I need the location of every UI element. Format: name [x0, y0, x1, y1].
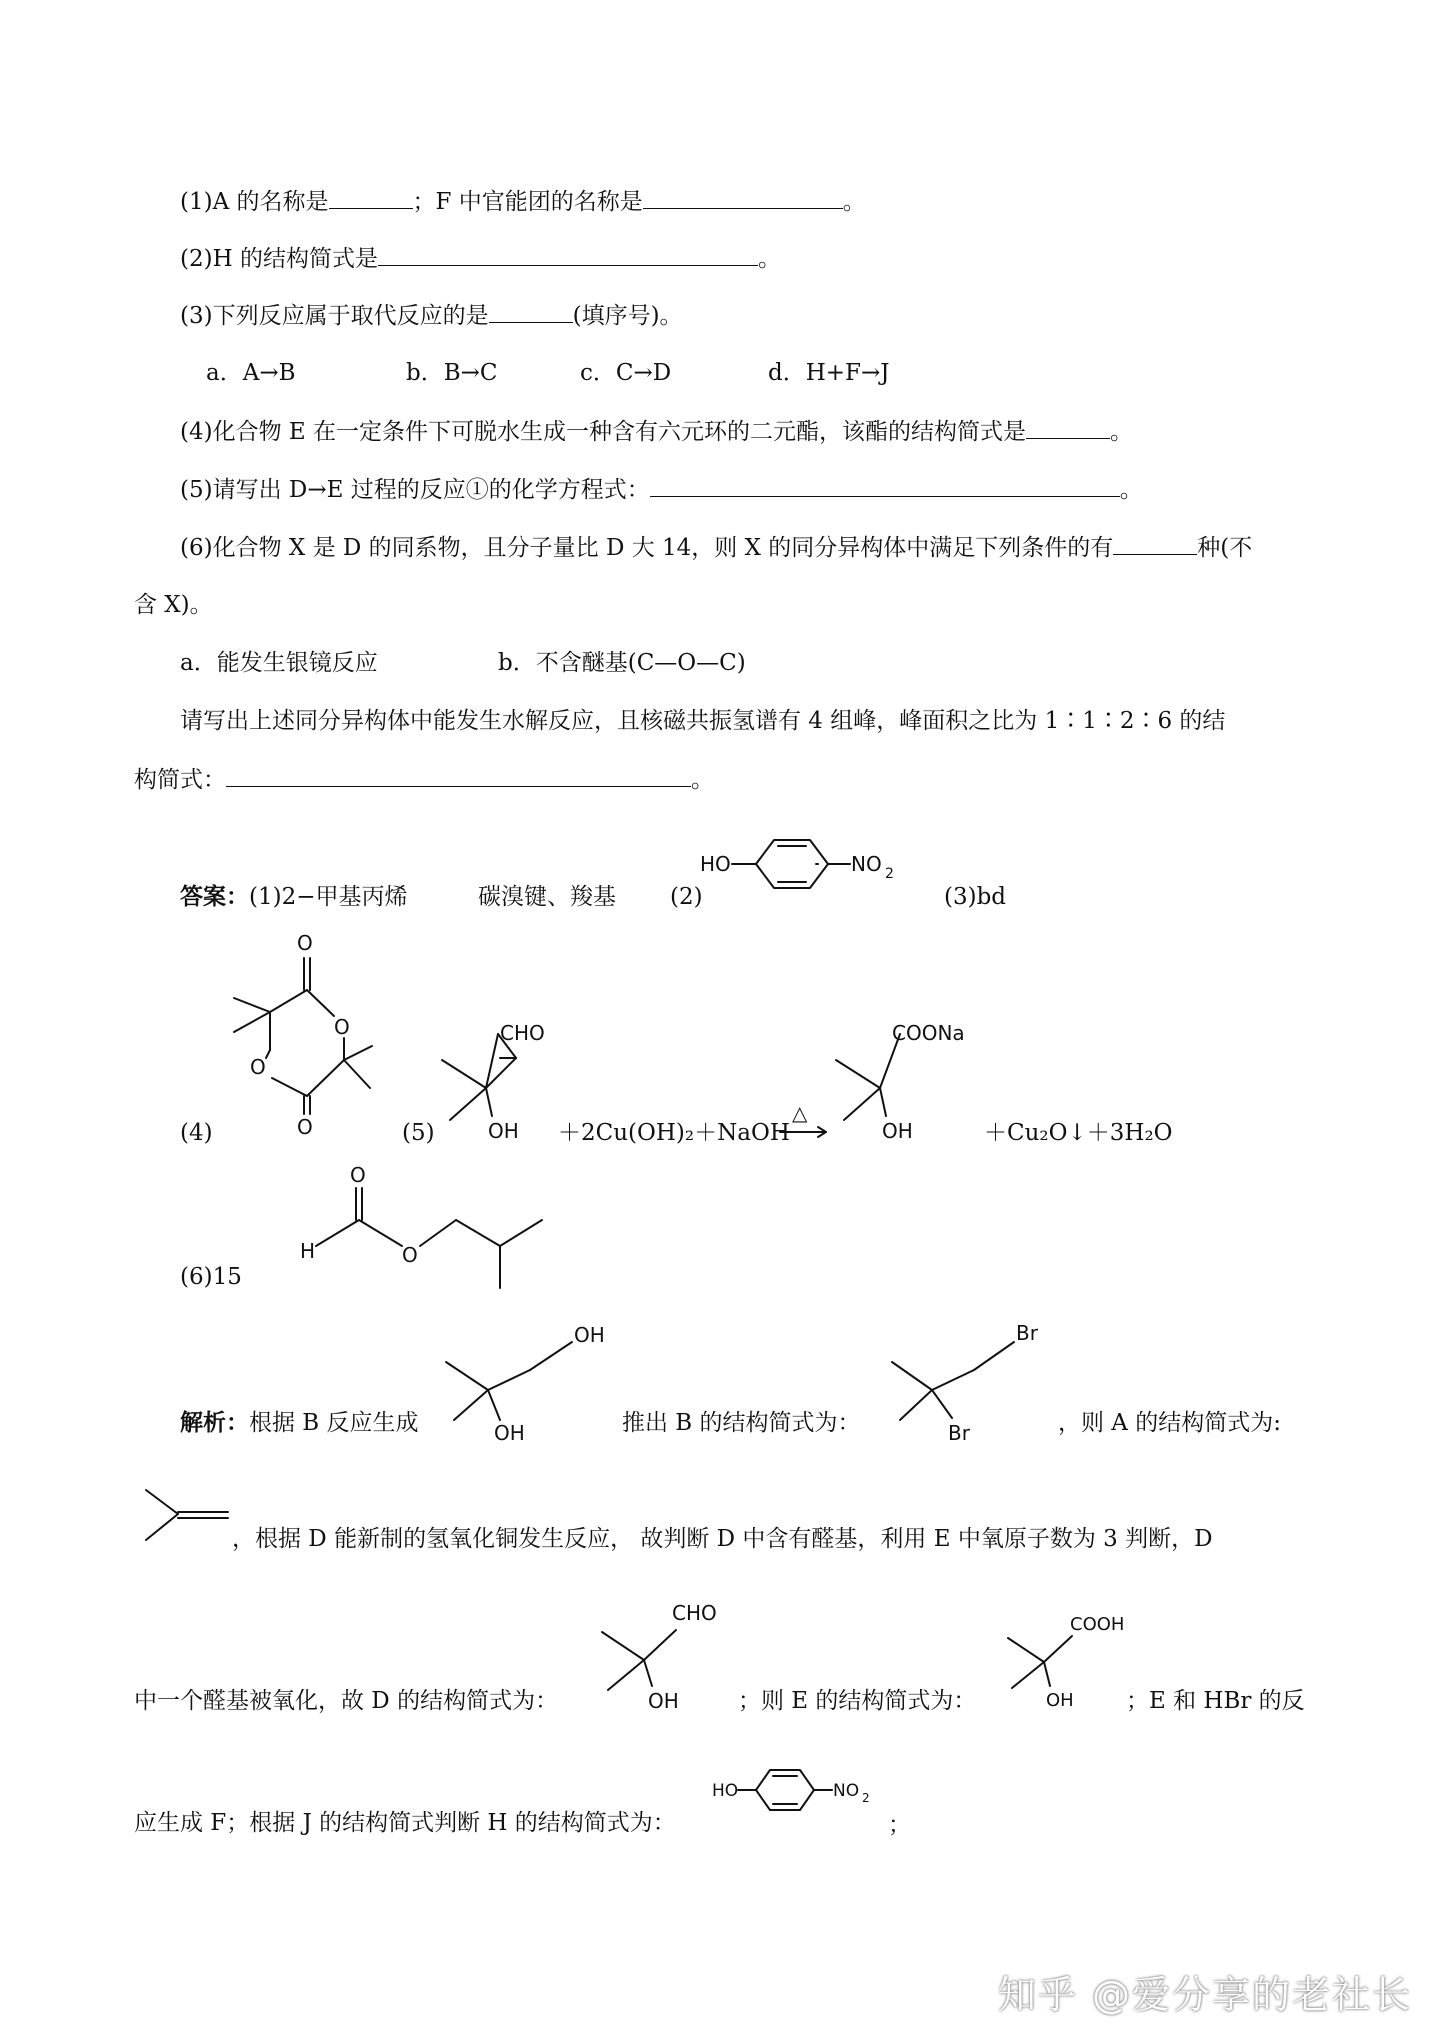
- analysis-s3: ，则 A 的结构简式为:: [1058, 1410, 1281, 1436]
- q1-end: 。: [842, 189, 866, 215]
- answer-3: (3)bd: [944, 884, 1007, 910]
- answer-line-1: [180, 882, 407, 912]
- question-6: [180, 532, 1252, 563]
- diol-structure: [440, 1310, 610, 1445]
- label-o: O: [297, 1115, 313, 1139]
- analysis-s7: ；E 和 HBr 的反: [1126, 1688, 1305, 1714]
- answer-6: (6)15: [180, 1264, 242, 1290]
- isobutylene-structure: [140, 1482, 240, 1552]
- answer-1b: 碳溴键、羧基: [478, 884, 616, 910]
- analysis-s8: 应生成 F；根据 J 的结构简式判断 H 的结构简式为：: [134, 1810, 676, 1836]
- answer-5-reactant: [436, 1012, 576, 1142]
- label-cho: CHO: [500, 1021, 545, 1045]
- label-oh: OH: [494, 1421, 525, 1445]
- watermark: 知乎 @爱分享的老社长: [997, 1973, 1412, 2017]
- label-o: O: [334, 1015, 350, 1039]
- blank: [329, 186, 413, 209]
- question-5: [180, 474, 1143, 505]
- analysis-s1: 根据 B 反应生成: [249, 1410, 419, 1436]
- answer-4-structure: [222, 928, 382, 1138]
- answer-1: (1)2−甲基丙烯: [249, 884, 408, 910]
- answer-4: (4): [180, 1120, 213, 1146]
- q6-text-d: 请写出上述同分异构体中能发生水解反应，且核磁共振氢谱有 4 组峰，峰面积之比为 1∶1∶2∶6 的结: [180, 708, 1226, 734]
- label-o: O: [350, 1163, 366, 1187]
- answer-5: (5): [402, 1120, 435, 1146]
- q3-end: (填序号)。: [572, 303, 683, 329]
- q6-option-a: a．能发生银镜反应: [180, 650, 378, 676]
- question-3: [180, 300, 683, 331]
- analysis-line-1: [180, 1408, 419, 1438]
- q2-end: 。: [757, 246, 781, 272]
- q4-end: 。: [1110, 419, 1133, 445]
- label-oh: OH: [648, 1689, 679, 1713]
- label-coona: COONa: [892, 1021, 965, 1045]
- q1-text-b: ；F 中官能团的名称是: [412, 189, 643, 215]
- answer-6-structure: [290, 1158, 550, 1298]
- label-o: O: [297, 931, 313, 955]
- analysis-s9: ；: [888, 1812, 911, 1838]
- label-oh: OH: [574, 1323, 605, 1347]
- analysis-s4: ，根据 D 能新制的氢氧化铜发生反应， 故判断 D 中含有醛基，利用 E 中氧原子数为 3 判断，D: [232, 1526, 1213, 1552]
- label-cho: CHO: [672, 1601, 717, 1625]
- label-no: NO: [833, 1781, 860, 1801]
- label-no: NO: [851, 852, 882, 876]
- analysis-label: 解析：: [180, 1409, 249, 1436]
- q3-option-b: b．B→C: [406, 360, 498, 386]
- q5-end: 。: [1119, 477, 1143, 503]
- h-structure: [710, 1766, 900, 1822]
- answer-2-structure: [698, 836, 918, 906]
- q6-text-c: 含 X)。: [134, 592, 213, 618]
- q3-option-d: d．H+F→J: [768, 360, 890, 386]
- q3-text: (3)下列反应属于取代反应的是: [180, 303, 489, 329]
- q5-text: (5)请写出 D→E 过程的反应①的化学方程式：: [180, 477, 650, 503]
- answer-5-products: ＋Cu₂O↓＋3H₂O: [984, 1120, 1173, 1146]
- answer-5-reagents: ＋2Cu(OH)₂＋NaOH: [558, 1120, 790, 1146]
- q6-option-b: b．不含醚基(C—O—C): [498, 650, 746, 676]
- q6-e-label: 构简式：: [134, 767, 226, 793]
- q6-text-e: [134, 764, 714, 795]
- reaction-arrow-icon: [780, 1126, 830, 1140]
- label-no2-sub: 2: [885, 866, 894, 882]
- analysis-s6: ；则 E 的结构简式为：: [738, 1688, 977, 1714]
- q6-text: (6)化合物 X 是 D 的同系物，且分子量比 D 大 14，则 X 的同分异构体中满足下列条件的有: [180, 535, 1114, 561]
- label-br: Br: [1016, 1321, 1038, 1345]
- q1-text: (1)A 的名称是: [180, 189, 329, 215]
- label-h: H: [300, 1239, 316, 1263]
- question-4: [180, 416, 1133, 447]
- blank: [489, 300, 573, 323]
- dibromide-structure: [886, 1310, 1056, 1445]
- q6-text-b: 种(不: [1197, 535, 1253, 561]
- blank: [650, 474, 1120, 497]
- label-o: O: [250, 1055, 266, 1079]
- label-no2-sub: 2: [862, 1791, 870, 1805]
- blank: [226, 764, 691, 787]
- q2-text: (2)H 的结构简式是: [180, 246, 378, 272]
- heat-condition: △: [792, 1101, 808, 1125]
- q3-option-a: a．A→B: [206, 360, 296, 386]
- q3-option-c: c．C→D: [580, 360, 672, 386]
- blank: [643, 186, 843, 209]
- q4-text: (4)化合物 E 在一定条件下可脱水生成一种含有六元环的二元酯，该酯的结构简式是: [180, 419, 1026, 445]
- analysis-s2: 推出 B 的结构简式为：: [622, 1410, 861, 1436]
- blank: [1026, 416, 1110, 439]
- question-1: [180, 186, 866, 217]
- answer-label: 答案：: [180, 883, 249, 910]
- label-oh: OH: [1046, 1690, 1074, 1711]
- answer-2: (2): [670, 884, 703, 910]
- d-structure: [596, 1590, 746, 1713]
- label-cooh: COOH: [1070, 1614, 1125, 1635]
- analysis-s5: 中一个醛基被氧化，故 D 的结构简式为：: [134, 1688, 559, 1714]
- label-ho: HO: [712, 1781, 739, 1801]
- label-o: O: [402, 1243, 418, 1267]
- label-oh: OH: [488, 1119, 519, 1143]
- label-oh: OH: [882, 1119, 913, 1143]
- blank: [378, 243, 758, 266]
- label-br: Br: [948, 1421, 970, 1445]
- question-2: [180, 243, 781, 274]
- q6-end: 。: [691, 767, 714, 793]
- blank: [1113, 532, 1197, 555]
- answer-5-product: [830, 1012, 1000, 1142]
- label-ho: HO: [700, 852, 731, 876]
